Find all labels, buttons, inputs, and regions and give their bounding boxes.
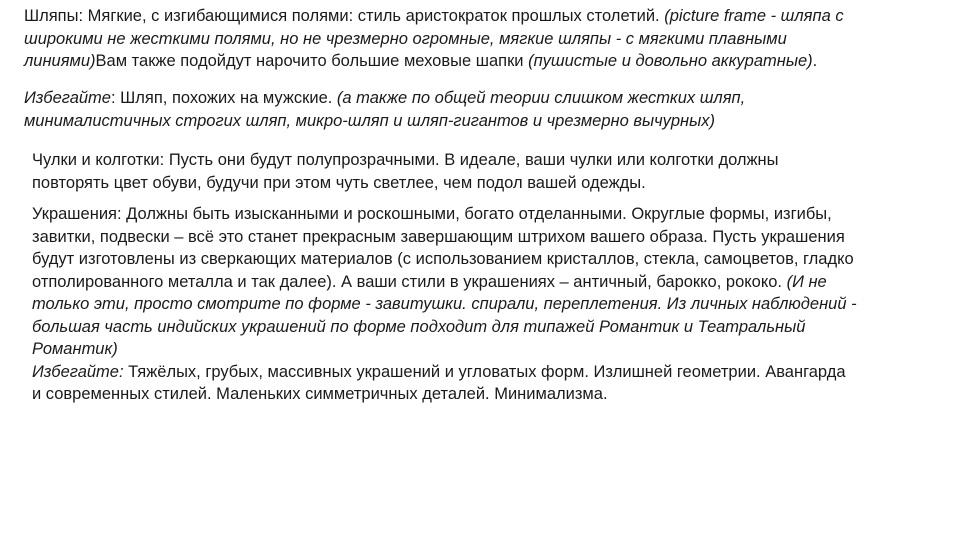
hats-paragraph [24,5,844,73]
text-segment: . [812,52,818,70]
text-segment: (picture frame - шляпа с [664,7,844,25]
text-segment: отполированного металла и так далее). А ваши стили в украшениях – античный, барокко, рококо. [32,272,787,291]
text-segment: Вам также подойдут нарочито большие меховые шапки [95,52,529,70]
text-line [32,226,857,249]
text-line [32,203,857,226]
text-segment: только эти, просто смотрите по форме - завитушки. спирали, переплетения. Из личных наблюдений - [32,295,857,313]
text-segment: и современных стилей. Маленьких симметричных деталей. Минимализма. [32,385,608,403]
stockings-paragraph [32,149,779,194]
text-segment: (пушистые и довольно аккуратные) [528,52,813,70]
section-label: Украшения [32,205,117,223]
text-line [32,361,857,384]
section-label: Избегайте [24,89,111,107]
text-segment: повторять цвет обуви, будучи при этом чуть светлее, чем подол вашей одежды. [32,173,646,192]
text-segment: (И не [786,272,827,291]
section-label: Избегайте: [32,362,124,381]
text-segment: широкими не жесткими полями, но не чрезмерно огромные, мягкие шляпы - с мягкими плавными [24,29,787,48]
text-line [24,87,745,110]
text-segment: (а также по общей теории слишком жестких шляп, [336,89,746,107]
text-segment: будут изготовлены из сверкающих материалов (с использованием кристаллов, стекла, самоцветов, гладко [32,250,854,268]
text-segment: : Пусть они будут полупрозрачными. В идеале, ваши чулки или колготки должны [159,151,779,169]
text-segment: : Должны быть изысканными и роскошными, богато отделанными. Округлые формы, изгибы, [117,205,832,223]
section-label: Чулки и колготки [32,151,160,169]
text-segment: Тяжёлых, грубых, массивных украшений и угловатых форм. Излишней геометрии. Авангарда [123,362,846,381]
text-line [24,110,745,133]
text-line [32,316,857,339]
text-line [32,172,779,195]
text-segment: линиями) [24,52,96,70]
jewelry-paragraph [32,203,857,406]
text-segment: : Мягкие, с изгибающимися полями: стиль аристократок прошлых столетий. [78,7,665,25]
text-segment: большая часть индийских украшений по форме подходит для типажей Романтик и Театральный [32,317,806,336]
text-line [32,248,857,271]
text-segment: завитки, подвески – всё это станет прекрасным завершающим штрихом вашего образа. Пусть украшения [32,227,845,246]
text-segment: : Шляп, похожих на мужские. [110,89,337,107]
text-line [32,338,857,361]
text-line [24,50,844,73]
text-segment: минималистичных строгих шляп, микро-шляп и шляп-гигантов и чрезмерно вычурных) [24,111,716,130]
text-line [32,271,857,294]
text-line [32,383,857,406]
text-line [32,149,779,172]
text-line [32,293,857,316]
text-line [24,28,844,51]
section-label: Шляпы [24,7,79,25]
text-line [24,5,844,28]
text-segment: Романтик) [32,340,118,358]
hats-avoid-paragraph [24,87,745,132]
